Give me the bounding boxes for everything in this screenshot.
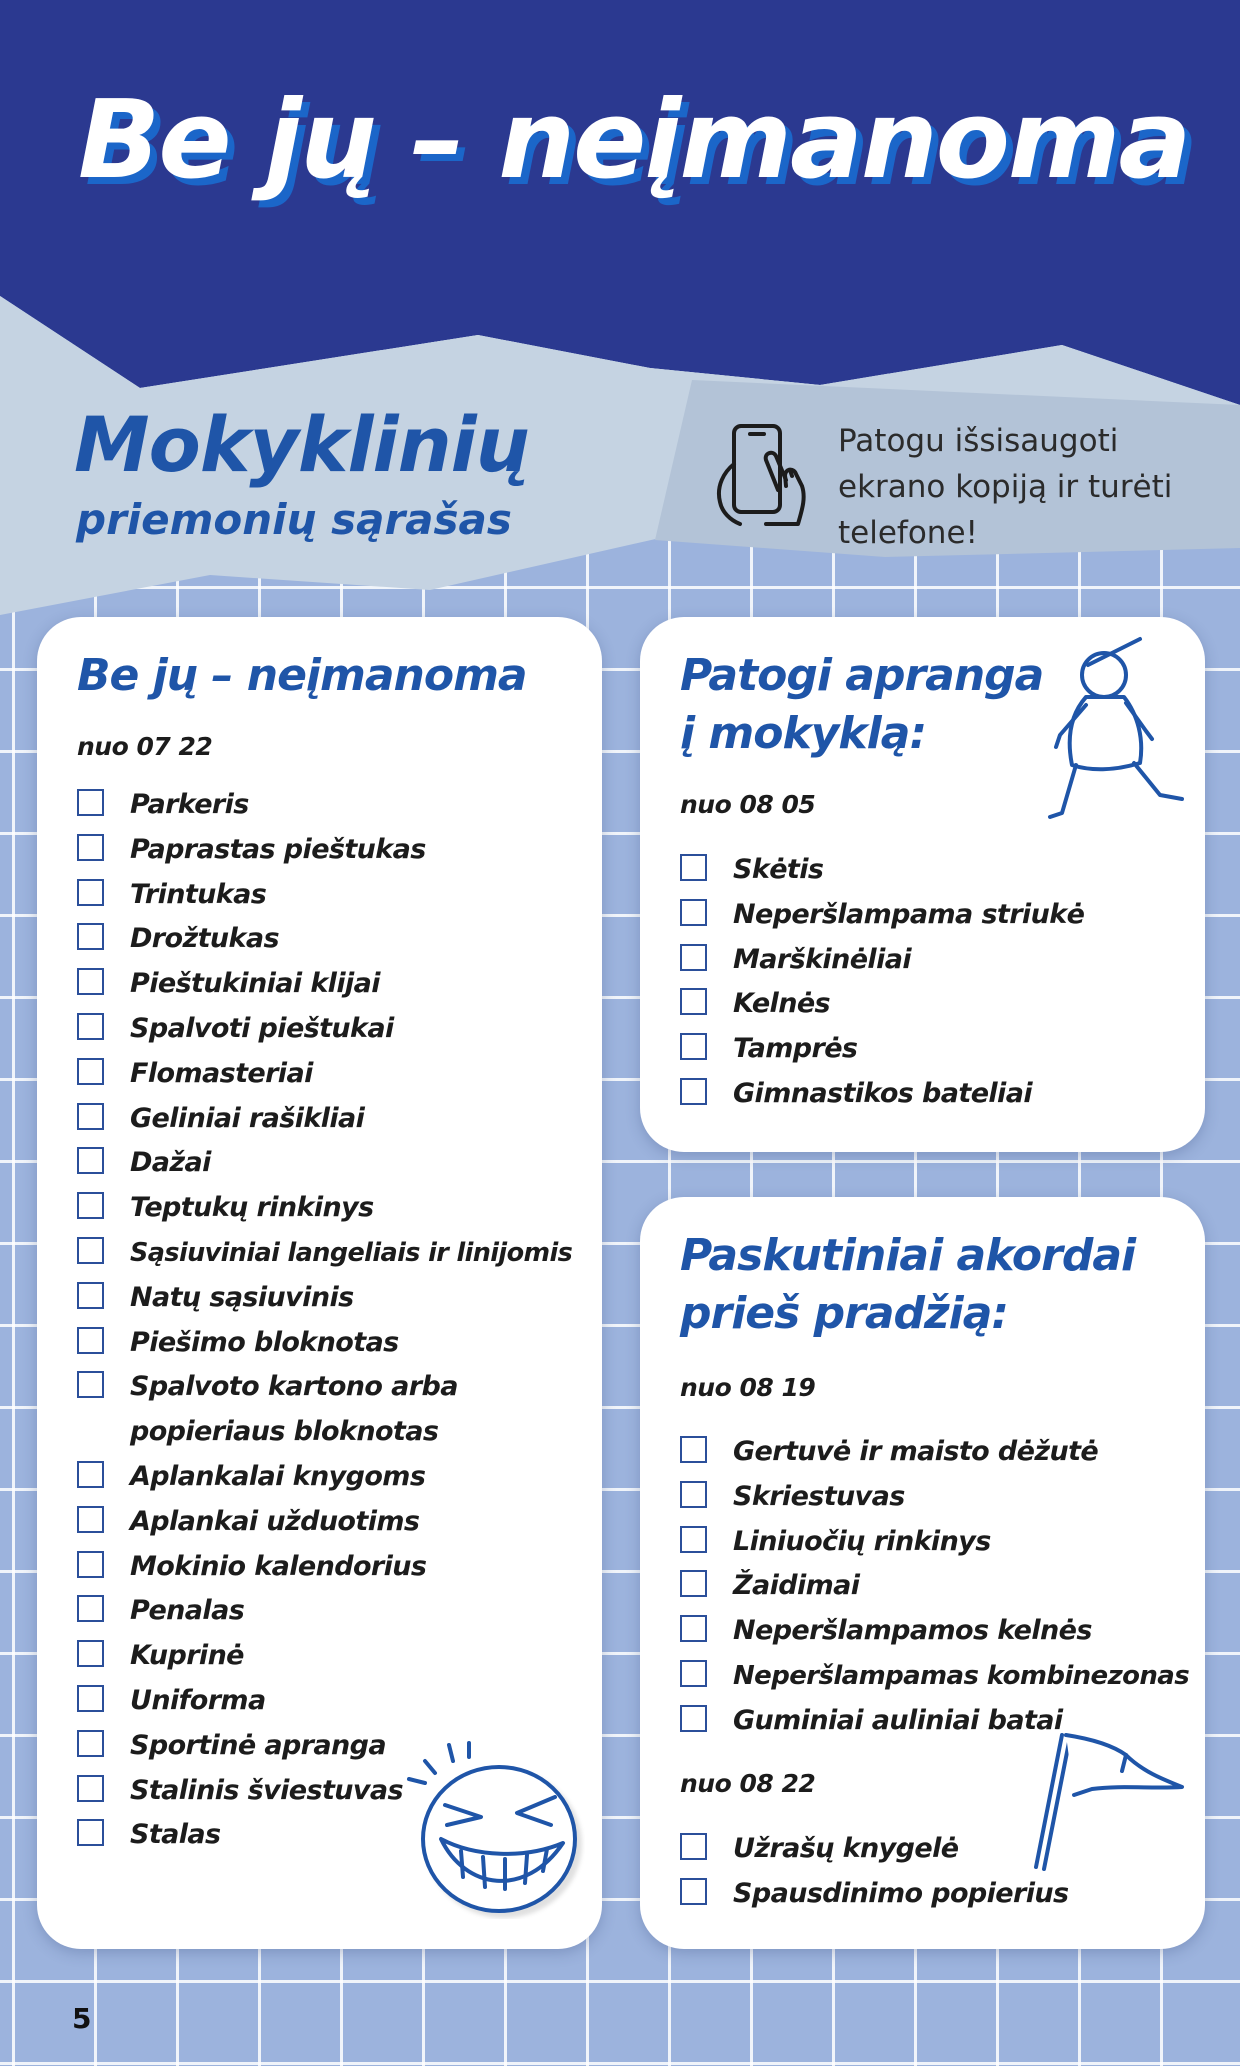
checkbox[interactable] [77, 1640, 104, 1667]
checklist-item[interactable]: Aplankalai knygoms [77, 1455, 572, 1500]
checkbox[interactable] [77, 1103, 104, 1130]
checkbox[interactable] [680, 1660, 707, 1687]
checkbox[interactable] [680, 1833, 707, 1860]
checkbox[interactable] [77, 1551, 104, 1578]
checkbox[interactable] [680, 1033, 707, 1060]
checkbox[interactable] [77, 1327, 104, 1354]
checkbox[interactable] [680, 1705, 707, 1732]
checkbox[interactable] [77, 1506, 104, 1533]
checklist-item[interactable]: Žaidimai [680, 1564, 1189, 1609]
final-checklist-1 [680, 1430, 1189, 1744]
card-final-title [680, 1227, 1135, 1343]
checklist-item[interactable]: Marškinėliai [680, 938, 1084, 983]
checklist-item[interactable]: Mokinio kalendorius [77, 1545, 572, 1590]
final-checklist-2 [680, 1827, 1068, 1917]
list-subtitle: priemonių sąrašas [76, 495, 512, 544]
checklist-item[interactable]: Dažai [77, 1141, 572, 1186]
checkbox[interactable] [77, 1775, 104, 1802]
checkbox[interactable] [680, 1570, 707, 1597]
checklist-item[interactable]: Stalinis šviestuvas [77, 1769, 572, 1814]
checklist-item[interactable]: Spausdinimo popierius [680, 1872, 1068, 1917]
checklist-item[interactable]: Neperšlampamos kelnės [680, 1609, 1189, 1654]
checklist-item[interactable]: Aplankai užduotims [77, 1500, 572, 1545]
checklist-item[interactable]: Geliniai rašikliai [77, 1097, 572, 1142]
checklist-item[interactable]: Uniforma [77, 1679, 572, 1724]
card-essentials-title: Be jų – neįmanoma [77, 650, 527, 701]
checklist-item[interactable]: Kuprinė [77, 1634, 572, 1679]
card-essentials [37, 617, 602, 1949]
checkbox[interactable] [680, 1878, 707, 1905]
checklist-item[interactable]: Parkeris [77, 783, 572, 828]
card-clothing-date: nuo 08 05 [680, 790, 816, 819]
card-final [640, 1197, 1205, 1949]
checkbox[interactable] [680, 1526, 707, 1553]
checkbox[interactable] [77, 1371, 104, 1398]
checklist-item[interactable]: Pieštukiniai klijai [77, 962, 572, 1007]
checklist-item[interactable]: Paprastas pieštukas [77, 828, 572, 873]
card-clothing-title-line1: Patogi apranga [680, 650, 1044, 701]
checklist-item[interactable]: Teptukų rinkinys [77, 1186, 572, 1231]
checkbox[interactable] [680, 1078, 707, 1105]
checklist-item[interactable]: Stalas [77, 1813, 572, 1858]
checklist-item[interactable]: Tamprės [680, 1027, 1084, 1072]
checkbox[interactable] [680, 854, 707, 881]
checkbox[interactable] [77, 1819, 104, 1846]
checklist-item[interactable]: Gertuvė ir maisto dėžutė [680, 1430, 1189, 1475]
card-clothing-title-line2: į mokyklą: [680, 708, 927, 759]
checklist-item[interactable]: Guminiai auliniai batai [680, 1699, 1189, 1744]
page-number: 5 [72, 2002, 92, 2035]
card-essentials-date: nuo 07 22 [77, 732, 213, 761]
checklist-item[interactable]: Gimnastikos bateliai [680, 1072, 1084, 1117]
checklist-item[interactable]: Natų sąsiuvinis [77, 1276, 572, 1321]
checklist-item[interactable]: Užrašų knygelė [680, 1827, 1068, 1872]
checklist-item[interactable]: Neperšlampamas kombinezonas [680, 1654, 1189, 1699]
checkbox[interactable] [77, 923, 104, 950]
checkbox[interactable] [680, 988, 707, 1015]
card-final-title-line2: prieš pradžią: [680, 1288, 1008, 1339]
checkbox[interactable] [77, 1282, 104, 1309]
card-clothing-title [680, 647, 1043, 763]
checklist-item[interactable]: Sportinė apranga [77, 1724, 572, 1769]
checkbox[interactable] [77, 1058, 104, 1085]
card-final-date1: nuo 08 19 [680, 1373, 816, 1402]
checkbox[interactable] [77, 1192, 104, 1219]
checkbox[interactable] [77, 968, 104, 995]
checkbox[interactable] [680, 899, 707, 926]
checklist-item[interactable]: Piešimo bloknotas [77, 1321, 572, 1366]
checklist-item[interactable]: Penalas [77, 1589, 572, 1634]
checklist-item[interactable]: Neperšlampama striukė [680, 893, 1084, 938]
screenshot-tip: Patogu išsisaugoti ekrano kopiją ir turėti telefone! [838, 423, 1173, 551]
checklist-item[interactable]: Liniuočių rinkinys [680, 1520, 1189, 1565]
walking-person-doodle [1042, 635, 1192, 835]
list-title: Mokyklinių [74, 400, 529, 489]
checklist-item[interactable]: Drožtukas [77, 917, 572, 962]
card-clothing [640, 617, 1205, 1152]
card-final-date2: nuo 08 22 [680, 1769, 816, 1798]
checklist-item[interactable]: Flomasteriai [77, 1052, 572, 1097]
checkbox[interactable] [77, 1595, 104, 1622]
checklist-item[interactable]: Kelnės [680, 982, 1084, 1027]
page-title: Be jų – neįmanoma [78, 78, 1190, 203]
checklist-item[interactable]: Spalvoti pieštukai [77, 1007, 572, 1052]
checkbox[interactable] [77, 789, 104, 816]
checklist-item[interactable]: Sąsiuviniai langeliais ir linijomis [77, 1231, 572, 1276]
laughing-face-doodle [405, 1739, 585, 1919]
checkbox[interactable] [77, 1237, 104, 1264]
checkbox[interactable] [680, 1436, 707, 1463]
checkbox[interactable] [77, 834, 104, 861]
checklist-item[interactable]: Skriestuvas [680, 1475, 1189, 1520]
checkbox[interactable] [77, 1013, 104, 1040]
pennant-flag-doodle [1022, 1727, 1192, 1877]
clothing-checklist [680, 848, 1084, 1117]
checkbox[interactable] [77, 1685, 104, 1712]
checkbox[interactable] [77, 879, 104, 906]
checkbox[interactable] [77, 1461, 104, 1488]
checkbox[interactable] [77, 1147, 104, 1174]
checklist-item[interactable]: Spalvoto kartono arba popieriaus bloknotas [77, 1365, 572, 1455]
phone-hand-icon [706, 420, 816, 530]
checkbox[interactable] [680, 1615, 707, 1642]
card-final-title-line1: Paskutiniai akordai [680, 1230, 1136, 1281]
checklist-item[interactable]: Skėtis [680, 848, 1084, 893]
checkbox[interactable] [77, 1730, 104, 1757]
checkbox[interactable] [680, 944, 707, 971]
essentials-checklist [77, 783, 572, 1858]
checkbox[interactable] [680, 1481, 707, 1508]
checklist-item[interactable]: Trintukas [77, 873, 572, 918]
